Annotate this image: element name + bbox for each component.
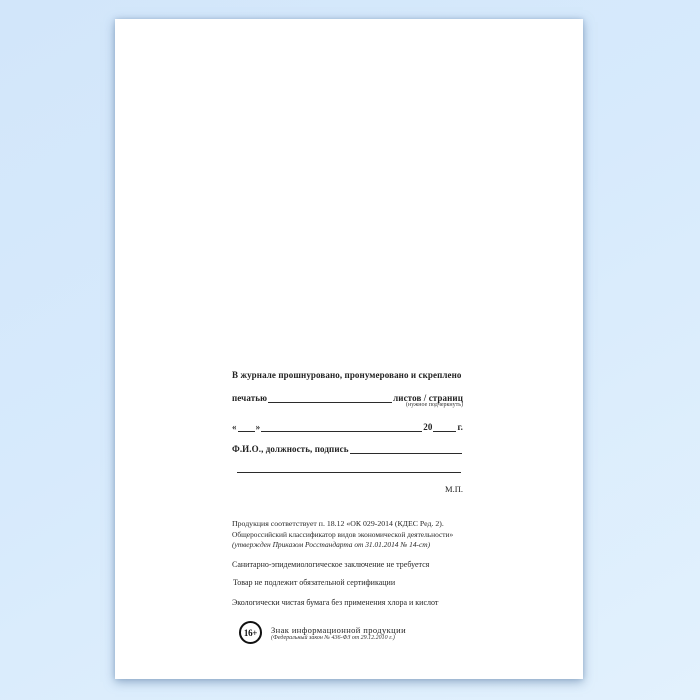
eco-paper-line: Экологически чистая бумага без применения хлора и кислот [232, 598, 439, 607]
stitch-statement-line: В журнале прошнуровано, пронумеровано и скреплено [232, 370, 462, 380]
seal-label: печатью [232, 393, 268, 403]
month-blank-line [261, 430, 422, 432]
compliance-line-2: Общероссийский классификатор видов экономической деятельности» [232, 530, 454, 539]
certification-line: Товар не подлежит обязательной сертификации [233, 578, 396, 587]
year-prefix: 20 [423, 422, 433, 432]
fio-position-signature-line [232, 444, 463, 455]
open-quote: « [232, 422, 237, 432]
date-line [232, 422, 463, 433]
year-blank-line [433, 430, 456, 432]
compliance-line-3: (утвержден Приказом Росстандарта от 31.01.2014 № 14-ст) [232, 540, 431, 549]
document-page [115, 19, 583, 679]
close-quote: » [255, 422, 261, 432]
fio-label: Ф.И.О., должность, подпись [232, 444, 349, 454]
sheets-pages-label: листов / страниц [393, 393, 463, 403]
year-suffix: г. [457, 422, 463, 432]
underline-note: (нужное подчеркнуть) [406, 402, 463, 408]
signature-rule-line [237, 472, 461, 473]
fio-blank-line [350, 452, 462, 454]
age-rating-text: 16+ [243, 627, 258, 638]
federal-law-note: (Федеральный закон № 436-ФЗ от 29.12.2010 г.) [271, 635, 395, 641]
info-product-sign-label: Знак информационной продукции [271, 625, 407, 635]
compliance-line-1: Продукция соответствует п. 18.12 «ОК 029-2014 (КДЕС Ред. 2). [232, 519, 444, 528]
day-blank-line [238, 430, 255, 432]
stamp-place-label: М.П. [445, 484, 463, 494]
sanitary-conclusion-line: Санитарно-эпидемиологическое заключение не требуется [232, 560, 430, 569]
age-rating-badge [239, 621, 262, 644]
